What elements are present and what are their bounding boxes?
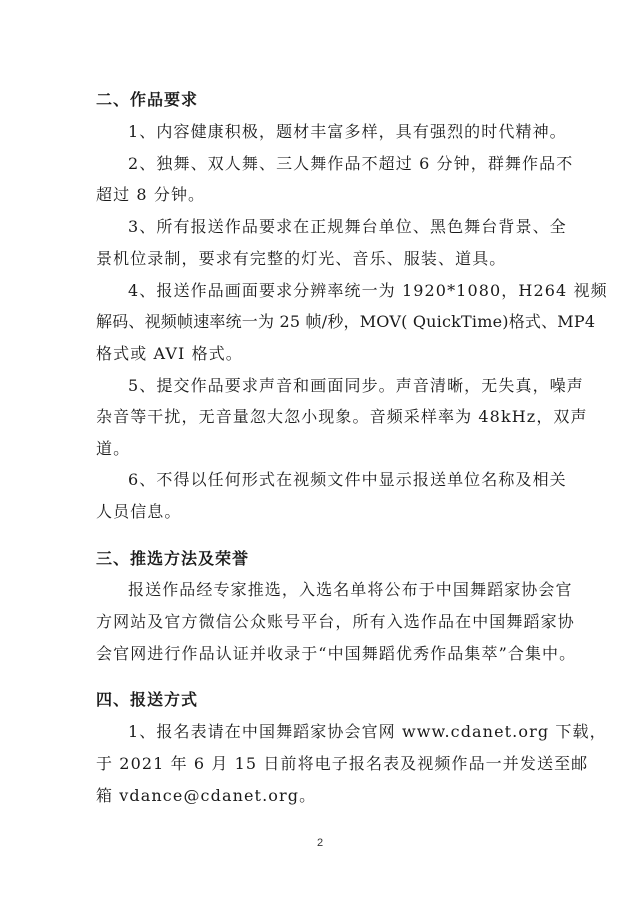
selection-line-3: 会官网进行作品认证并收录于“中国舞蹈优秀作品集萃”合集中。 — [96, 644, 577, 663]
submission-line-1: 1、报名表请在中国舞蹈家协会官网 www.cdanet.org 下载， — [128, 722, 607, 741]
requirement-5-line-2: 杂音等干扰，无音量忽大忽小现象。音频采样率为 48kHz，双声 — [96, 407, 588, 426]
requirement-4-line-3: 格式或 AVI 格式。 — [96, 344, 243, 363]
section-heading-selection: 三、推选方法及荣誉 — [96, 549, 250, 568]
requirement-3-line-2: 景机位录制，要求有完整的灯光、音乐、服装、道具。 — [96, 249, 507, 268]
requirement-4-line-1: 4、报送作品画面要求分辨率统一为 1920*1080，H264 视频 — [128, 281, 608, 300]
requirement-5-line-1: 5、提交作品要求声音和画面同步。声音清晰，无失真，噪声 — [128, 376, 584, 395]
submission-line-2: 于 2021 年 6 月 15 日前将电子报名表及视频作品一并发送至邮 — [96, 754, 589, 773]
submission-line-3: 箱 vdance@cdanet.org。 — [96, 786, 317, 805]
requirement-6-line-2: 人员信息。 — [96, 502, 182, 521]
selection-line-1: 报送作品经专家推选，入选名单将公布于中国舞蹈家协会官 — [128, 580, 573, 599]
requirement-5-line-3: 道。 — [96, 439, 131, 458]
requirement-1-line-1: 1、内容健康积极，题材丰富多样，具有强烈的时代精神。 — [128, 122, 567, 141]
requirement-2-line-1: 2、独舞、双人舞、三人舞作品不超过 6 分钟，群舞作品不 — [128, 154, 574, 173]
section-heading-submission: 四、报送方式 — [96, 690, 199, 709]
requirement-6-line-1: 6、不得以任何形式在视频文件中显示报送单位名称及相关 — [128, 470, 567, 489]
requirement-3-line-1: 3、所有报送作品要求在正规舞台单位、黑色舞台背景、全 — [128, 217, 567, 236]
requirement-2-line-2: 超过 8 分钟。 — [96, 185, 206, 204]
requirement-4-line-2: 解码、视频帧速率统一为 25 帧/秒，MOV( QuickTime)格式、MP4 — [96, 312, 596, 331]
section-heading-requirements: 二、作品要求 — [96, 90, 199, 109]
page-number: 2 — [316, 837, 324, 849]
selection-line-2: 方网站及官方微信公众账号平台，所有入选作品在中国舞蹈家协 — [96, 612, 575, 631]
